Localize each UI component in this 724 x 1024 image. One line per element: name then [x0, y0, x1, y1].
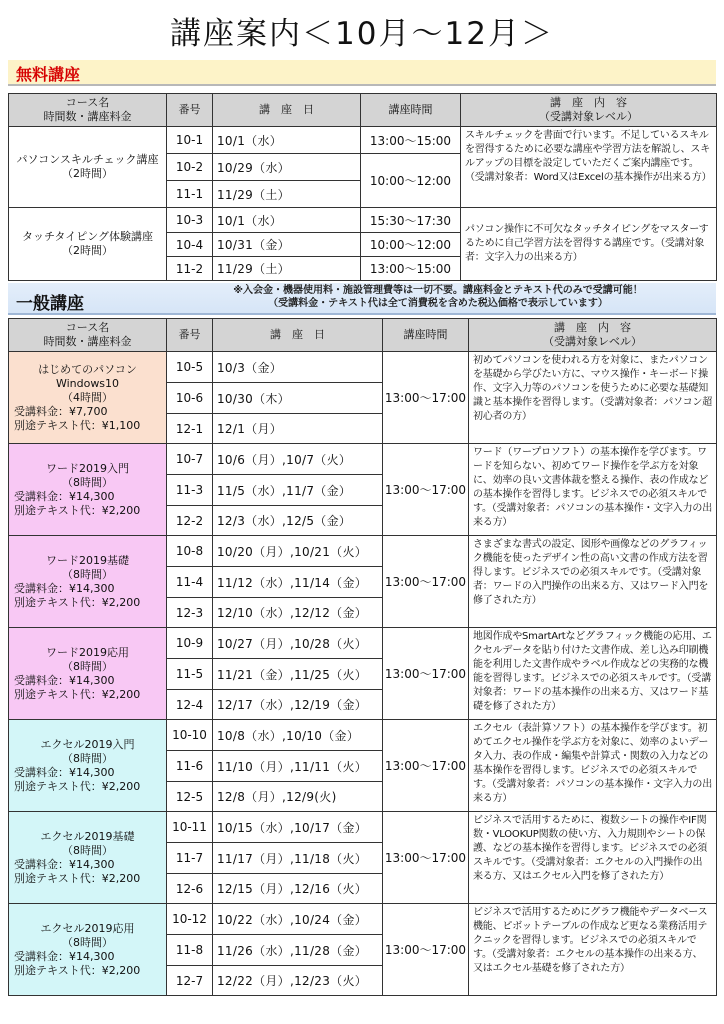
course-cell	[9, 208, 167, 281]
session-number: 10-9	[167, 628, 213, 659]
session-number: 11-7	[167, 843, 213, 874]
session-time: 13:00〜15:00	[361, 257, 461, 281]
table-row	[9, 904, 717, 935]
session-number: 12-4	[167, 690, 213, 720]
header-course	[9, 319, 167, 352]
session-number: 11-5	[167, 659, 213, 690]
session-date: 10/1（水）	[213, 208, 361, 233]
course-text-fee: 別途テキスト代：¥2,200	[14, 963, 141, 977]
course-name: ワード2019入門	[46, 461, 129, 475]
course-name: タッチタイピング体験講座	[21, 230, 153, 243]
course-description: 初めてパソコンを使われる方を対象に、またパソコンを基礎から学びたい方に、マウス操作・キーボード操作、文字入力等のパソコンを使うために必要な基礎知識と基本操作を習得します。（受講対象者：パソコン超初心者の方）	[469, 352, 717, 444]
general-section-band	[8, 283, 716, 315]
course-cell	[9, 720, 167, 812]
table-row	[9, 208, 717, 233]
header-course-sub: 時間数・講座料金	[43, 335, 132, 348]
course-hours: （8時間）	[62, 475, 113, 489]
session-number: 10-10	[167, 720, 213, 751]
session-date: 11/10（月）,11/11（火）	[213, 751, 383, 782]
session-number: 11-8	[167, 935, 213, 966]
free-section-label: 無料講座	[16, 65, 81, 84]
course-text-fee: 別途テキスト代：¥1,100	[14, 418, 141, 432]
free-section-band	[8, 60, 716, 86]
course-cell	[9, 812, 167, 904]
session-time: 10:00〜12:00	[361, 233, 461, 257]
course-hours: （8時間）	[62, 567, 113, 581]
course-text-fee: 別途テキスト代：¥2,200	[14, 595, 141, 609]
session-number: 12-5	[167, 782, 213, 812]
header-number: 番号	[167, 319, 213, 352]
course-hours: （2時間）	[62, 167, 113, 180]
session-date: 11/5（水）,11/7（金）	[213, 475, 383, 506]
course-description: 地図作成やSmartArtなどグラフィック機能の応用、エクセルデータを貼り付けた文書作成、差し込み印刷機能を利用した文書作成やラベル作成などの実務的な機能を習得します。ビジネスでの必須スキルです。（受講対象者：ワードの基本操作の出来る方、又はワード基礎を修了された方）	[469, 628, 717, 720]
header-content-sub: （受講対象レベル）	[539, 110, 638, 123]
session-date: 10/30（木）	[213, 383, 383, 414]
session-number: 10-1	[167, 127, 213, 154]
session-number: 11-1	[167, 181, 213, 208]
session-date: 12/3（水）,12/5（金）	[213, 506, 383, 536]
course-hours: （8時間）	[62, 659, 113, 673]
session-time: 15:30〜17:30	[361, 208, 461, 233]
session-date: 11/29（土）	[213, 181, 361, 208]
course-name: はじめてのパソコン	[38, 362, 137, 376]
session-date: 10/20（月）,10/21（火）	[213, 536, 383, 567]
course-text-fee: 別途テキスト代：¥2,200	[14, 503, 141, 517]
session-date: 11/17（月）,11/18（火）	[213, 843, 383, 874]
course-description: スキルチェックを書面で行います。不足しているスキルを習得するために必要な講座や学習方法を解説し、スキルアップの目標を設定していただくご案内講座です。（受講対象者：Word又はExcelの基本操作が出来る方）	[461, 127, 717, 208]
session-date: 11/12（水）,11/14（金）	[213, 567, 383, 598]
course-description: パソコン操作に不可欠なタッチタイピングをマスターするために自己学習方法を習得する講座です。（受講対象者：文字入力の出来る方）	[461, 208, 717, 281]
session-number: 11-2	[167, 257, 213, 281]
course-description: エクセル（表計算ソフト）の基本操作を学びます。初めてエクセル操作を学ぶ方を対象に、効率のよいデータ入力、表の作成・編集や計算式・関数の入力などの基本操作を習得します。ビジネスでの必須スキルです。（受講対象者：パソコンの基本操作・文字入力の出来る方）	[469, 720, 717, 812]
course-name: ワード2019応用	[46, 645, 129, 659]
session-date: 10/29（水）	[213, 154, 361, 181]
course-name: エクセル2019応用	[40, 921, 135, 935]
session-date: 10/15（水）,10/17（金）	[213, 812, 383, 843]
session-number: 12-2	[167, 506, 213, 536]
session-number: 10-3	[167, 208, 213, 233]
table-row	[9, 352, 717, 383]
table-row	[9, 812, 717, 843]
header-time: 講座時間	[361, 94, 461, 127]
session-number: 10-6	[167, 383, 213, 414]
course-cell	[9, 444, 167, 536]
course-fee: 受講料金：¥14,300	[14, 489, 115, 503]
course-text-fee: 別途テキスト代：¥2,200	[14, 871, 141, 885]
course-cell	[9, 536, 167, 628]
table-row	[9, 536, 717, 567]
course-fee: 受講料金：¥14,300	[14, 673, 115, 687]
page-title: 講座案内＜10月〜12月＞	[170, 16, 554, 52]
session-date: 10/22（水）,10/24（金）	[213, 904, 383, 935]
session-number: 10-2	[167, 154, 213, 181]
session-date: 12/10（水）,12/12（金）	[213, 598, 383, 628]
session-number: 10-7	[167, 444, 213, 475]
session-date: 11/21（金）,11/25（火）	[213, 659, 383, 690]
course-cell	[9, 127, 167, 208]
session-date: 12/15（月）,12/16（火）	[213, 874, 383, 904]
course-hours: （8時間）	[62, 935, 113, 949]
session-date: 12/17（水）,12/19（金）	[213, 690, 383, 720]
header-course-label: コース名	[65, 96, 110, 109]
session-number: 10-5	[167, 352, 213, 383]
session-date: 10/6（月）,10/7（火）	[213, 444, 383, 475]
course-name: ワード2019基礎	[46, 553, 129, 567]
header-content-label: 講 座 内 容	[554, 321, 631, 334]
table-row	[9, 720, 717, 751]
course-description: ビジネスで活用するために、複数シートの操作やIF関数・VLOOKUP関数の使い方、入力規則やシートの保護、などの基本操作を習得します。ビジネスでの必須スキルです。（受講対象者：エクセルの入門操作の出来る方、又はエクセル入門を修了された方）	[469, 812, 717, 904]
session-time: 13:00〜17:00	[383, 352, 469, 444]
session-date: 10/3（金）	[213, 352, 383, 383]
table-header-row	[9, 94, 717, 127]
session-date: 10/1（水）	[213, 127, 361, 154]
course-cell	[9, 352, 167, 444]
note-line-1: ※入会金・機器使用料・施設管理費等は一切不要。講座料金とテキスト代のみで受講可能！	[233, 285, 643, 296]
session-number: 10-12	[167, 904, 213, 935]
session-date: 12/22（月）,12/23（火）	[213, 966, 383, 996]
session-number: 12-1	[167, 414, 213, 444]
header-content-sub: （受講対象レベル）	[543, 335, 642, 348]
course-cell	[9, 628, 167, 720]
course-fee: 受講料金：¥14,300	[14, 857, 115, 871]
course-hours: （4時間）	[62, 390, 113, 404]
session-number: 12-3	[167, 598, 213, 628]
header-time: 講座時間	[383, 319, 469, 352]
course-fee: 受講料金：¥7,700	[14, 404, 108, 418]
course-hours: （2時間）	[62, 244, 113, 257]
course-fee: 受講料金：¥14,300	[14, 765, 115, 779]
course-description: ビジネスで活用するためにグラフ機能やデータベース機能、ピボットテーブルの作成など更なる業務活用テクニックを習得します。ビジネスでの必須スキルです。（受講対象者：エクセルの基本操作の出来る方、又はエクセル基礎を修了された方）	[469, 904, 717, 996]
header-date: 講 座 日	[213, 319, 383, 352]
session-date: 11/29（土）	[213, 257, 361, 281]
course-name-sub: Windows10	[55, 376, 120, 390]
session-date: 12/1（月）	[213, 414, 383, 444]
course-name: パソコンスキルチェック講座	[16, 153, 159, 166]
session-time: 10:00〜12:00	[361, 154, 461, 208]
course-description: さまざまな書式の設定、図形や画像などのグラフィック機能を使ったデザイン性の高い文書の作成方法を習得します。ビジネスでの必須スキルです。（受講対象者：ワードの入門操作の出来る方、又はワード入門を修了された方）	[469, 536, 717, 628]
header-course-label: コース名	[65, 321, 110, 334]
session-number: 11-6	[167, 751, 213, 782]
table-header-row	[9, 319, 717, 352]
note-line-2: （受講料金・テキスト代は全て消費税を含めた税込価格で表示しています）	[268, 298, 608, 309]
course-hours: （8時間）	[62, 843, 113, 857]
table-row	[9, 127, 717, 154]
session-date: 10/31（金）	[213, 233, 361, 257]
header-date: 講 座 日	[213, 94, 361, 127]
general-section-label: 一般講座	[16, 294, 84, 314]
session-date: 10/27（月）,10/28（火）	[213, 628, 383, 659]
header-content-label: 講 座 内 容	[550, 96, 627, 109]
session-time: 13:00〜17:00	[383, 628, 469, 720]
session-number: 10-11	[167, 812, 213, 843]
course-cell	[9, 904, 167, 996]
session-time: 13:00〜17:00	[383, 444, 469, 536]
session-time: 13:00〜17:00	[383, 720, 469, 812]
course-fee: 受講料金：¥14,300	[14, 949, 115, 963]
session-time: 13:00〜15:00	[361, 127, 461, 154]
course-text-fee: 別途テキスト代：¥2,200	[14, 687, 141, 701]
course-fee: 受講料金：¥14,300	[14, 581, 115, 595]
session-number: 12-7	[167, 966, 213, 996]
session-number: 10-8	[167, 536, 213, 567]
general-table-body	[9, 352, 717, 996]
course-name: エクセル2019入門	[40, 737, 135, 751]
session-number: 11-4	[167, 567, 213, 598]
header-content	[469, 319, 717, 352]
session-time: 13:00〜17:00	[383, 812, 469, 904]
course-description: ワード（ワープロソフト）の基本操作を学びます。ワードを知らない、初めてワード操作を学ぶ方を対象に、効率の良い文書体裁を整える操作、表の作成などの基本操作を習得します。ビジネスでの必須スキルです。（受講対象者：パソコンの基本操作・文字入力の出来る方）	[469, 444, 717, 536]
free-course-table	[8, 93, 717, 281]
session-date: 10/8（水）,10/10（金）	[213, 720, 383, 751]
header-content	[461, 94, 717, 127]
session-time: 13:00〜17:00	[383, 536, 469, 628]
session-number: 10-4	[167, 233, 213, 257]
session-date: 12/8（月）,12/9(火)	[213, 782, 383, 812]
session-number: 11-3	[167, 475, 213, 506]
course-hours: （8時間）	[62, 751, 113, 765]
course-name: エクセル2019基礎	[40, 829, 135, 843]
course-text-fee: 別途テキスト代：¥2,200	[14, 779, 141, 793]
table-row	[9, 444, 717, 475]
general-course-table	[8, 318, 717, 996]
header-course	[9, 94, 167, 127]
session-date: 11/26（水）,11/28（金）	[213, 935, 383, 966]
general-section-note	[158, 284, 718, 310]
table-row	[9, 628, 717, 659]
header-course-sub: 時間数・講座料金	[43, 110, 132, 123]
session-time: 13:00〜17:00	[383, 904, 469, 996]
header-number: 番号	[167, 94, 213, 127]
session-number: 12-6	[167, 874, 213, 904]
